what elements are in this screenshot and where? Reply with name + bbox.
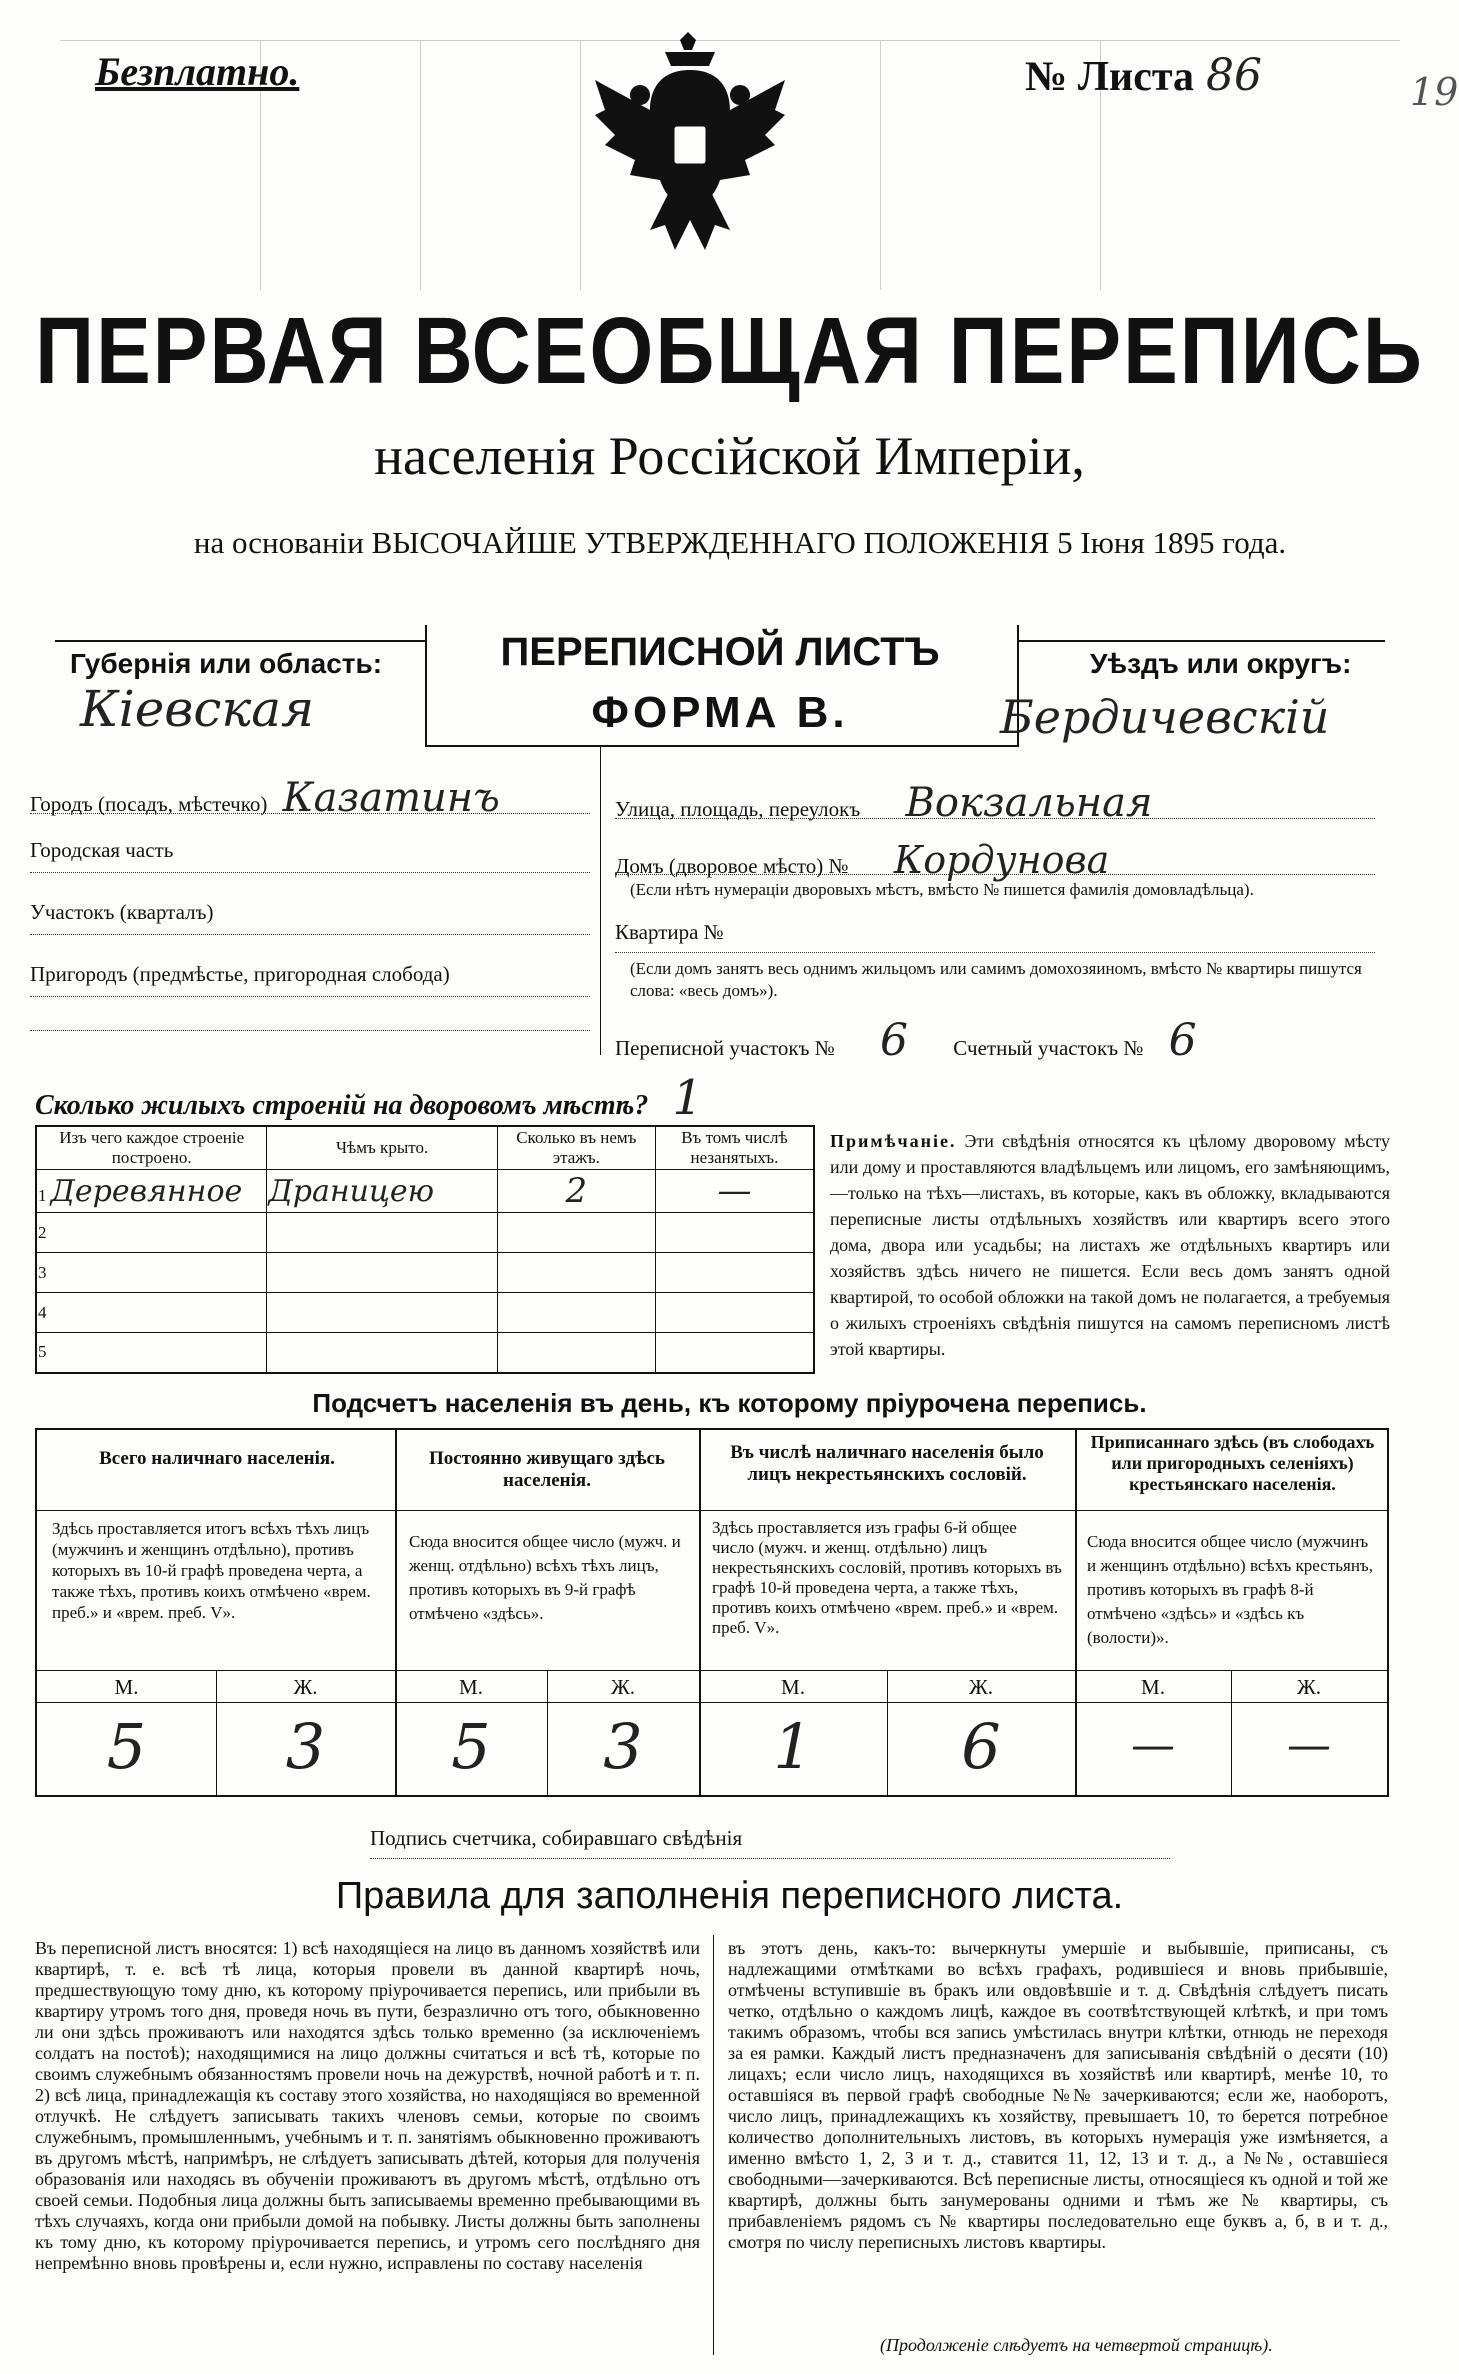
sheet-number-label: № Листа (1025, 54, 1194, 100)
floors-cell[interactable]: 2 (497, 1170, 655, 1213)
population-title: Подсчетъ населенія въ день, къ которому пріурочена перепись. (312, 1388, 1147, 1418)
buildings-header-floors: Сколько въ немъ этажъ. (497, 1126, 655, 1170)
pop-col2-head: Постоянно живущаго здѣсь населенія. (429, 1448, 665, 1491)
table-row (36, 1333, 814, 1373)
town-part-field[interactable] (30, 838, 590, 873)
apartment-label: Квартира № (615, 920, 724, 944)
pop-col2-f-label: Ж. (610, 1675, 636, 1699)
material-cell[interactable]: 3 (36, 1253, 267, 1293)
apartment-note: (Если домъ занятъ весь однимъ жильцомъ или самимъ домохозяиномъ, вмѣсто № квартиры пишутся слова: «весь домъ»). (630, 959, 1362, 1000)
sheet-number (1025, 50, 1262, 101)
buildings-question (35, 1070, 703, 1126)
buildings-header-roof: Чѣмъ крыто. (267, 1126, 497, 1170)
census-subtitle: населенія Россійской Имперіи, (374, 426, 1085, 486)
pop-col3-desc: Здѣсь проставляется изъ графы 6-й общее число (мужч. и женщ. отдѣльно) лицъ некрестьянскихъ сословій, противъ которыхъ въ графѣ 10-й проведена черта, а также тѣхъ, противъ коихъ отмѣчено «врем. преб.» и «врем. преб. V». (712, 1518, 1062, 1637)
section-label: Участокъ (кварталъ) (30, 900, 214, 924)
town-value: Казатинъ (282, 775, 500, 821)
rules-right-column: въ этотъ день, какъ-то: вычеркнуты умершіе и выбывшіе, приписаны, съ надлежащими отмѣтками во всѣхъ графахъ, родившіеся и вновь прибывшіе, отмѣчены вступившіе въ бракъ или овдовѣвшіе и т. д. Свѣдѣнія слѣдуетъ писать четко, отдѣльно о каждомъ лицѣ, каждое въ соотвѣтствующей клѣткѣ, и при томъ такимъ образомъ, чтобы вся запись умѣстилась внутри клѣтки, отнюдь не переходя за ея рамки. Каждый листъ предназначенъ для записыванія свѣдѣній о десяти (10) лицахъ; если число лицъ, находящихся въ хозяйствѣ или квартирѣ, менѣе 10, то оставшіяся въ первой графѣ свободные №№ зачеркиваются; если же, наоборотъ, число лицъ, принадлежащихъ къ хозяйству, превышаетъ 10, то берется потребное количество дополнительныхъ листовъ, въ которыхъ нумерація уже измѣняется, а именно вмѣсто 1, 2, 3 и т. д., ставится 11, 12, 13 и т. д., а №№, оставшіеся свободными—зачеркиваются. Всѣ переписные листы, относящіеся къ одной и той же квартирѣ, должны быть занумерованы одними и тѣмъ же № квартиры, съ прибавленіемъ рядомъ съ № квартиры последовательно еще буквъ а, б, в и т. д., смотря по числу переписныхъ листовъ квартиры. (728, 1938, 1388, 2252)
suburb-label: Пригородъ (предмѣстье, пригородная слобода) (30, 962, 450, 986)
free-label: Безплатно. (95, 49, 300, 94)
roof-cell[interactable] (267, 1253, 497, 1293)
roof-cell[interactable] (267, 1333, 497, 1373)
material-cell[interactable]: 2 (36, 1213, 267, 1253)
rules-title: Правила для заполненія переписного листа. (335, 1875, 1124, 1917)
buildings-table (35, 1125, 815, 1374)
table-row (36, 1253, 814, 1293)
town-label: Городъ (посадъ, мѣстечко) (30, 792, 268, 816)
sheet-number-value: 86 (1205, 50, 1262, 101)
street-field[interactable] (615, 780, 1375, 826)
vacant-cell[interactable]: — (655, 1170, 814, 1213)
province-value: Кіевская (80, 680, 315, 738)
pop-col1-f-label: Ж. (293, 1675, 318, 1699)
pop-col1-head: Всего наличнаго населенія. (99, 1448, 335, 1469)
province-label: Губернія или область: (70, 648, 383, 679)
house-label: Домъ (дворовое мѣсто) № (615, 854, 849, 878)
census-area-label: Переписной участокъ № (615, 1036, 835, 1060)
material-cell[interactable]: 5 (36, 1333, 267, 1373)
signature-label: Подпись счетчика, собиравшаго свѣдѣнія (370, 1826, 743, 1850)
roof-cell[interactable]: Драницею (267, 1170, 497, 1213)
suburb-field[interactable] (30, 962, 590, 997)
signature-line[interactable] (370, 1826, 1170, 1859)
count-area-value: 6 (1168, 1015, 1197, 1066)
pop-col4-m-value[interactable]: — (1131, 1720, 1175, 1771)
street-label: Улица, площадь, переулокъ (615, 797, 861, 821)
pop-col3-head: Въ числѣ наличнаго населенія было лицъ некрестьянскихъ сословій. (730, 1442, 1044, 1485)
street-value: Вокзальная (905, 780, 1153, 826)
pop-col1-m-value[interactable]: 5 (106, 1710, 147, 1783)
house-field[interactable] (615, 838, 1375, 882)
pop-col1-m-label: М. (114, 1675, 139, 1699)
house-value: Кордунова (893, 838, 1110, 882)
house-note: (Если нѣтъ нумераціи дворовыхъ мѣстъ, вмѣсто № пишется фамилія домовладѣльца). (630, 880, 1254, 899)
pop-col4-m-label: М. (1141, 1675, 1165, 1699)
vacant-cell[interactable] (655, 1213, 814, 1253)
pop-col3-f-label: Ж. (968, 1675, 994, 1699)
rules-continued: (Продолженіе слѣдуетъ на четвертой страницѣ). (880, 2335, 1273, 2355)
material-cell[interactable]: 4 (36, 1293, 267, 1333)
corner-mark: 19 (1410, 70, 1459, 114)
buildings-header-material: Изъ чего каждое строеніе построено. (36, 1126, 267, 1170)
pop-col3-m-label: М. (781, 1675, 805, 1699)
rules-left-column: Въ переписной листъ вносятся: 1) всѣ находящіеся на лицо въ данномъ хозяйствѣ или квартирѣ, т. е. всѣ тѣ лица, которыя провели въ данной квартирѣ ночь, предшествующую тому дню, къ которому пріурочивается перепись, или прибыли въ квартиру утромъ того дня, проведя ночь въ пути, безразлично отъ того, обыкновенно ли они здѣсь проживаютъ или находятся здѣсь только временно (за исключеніемъ солдатъ на постоѣ); находящимися на лицо должны считаться и всѣ тѣ, которые по своимъ служебнымъ обязанностямъ провели ночь на дежурствѣ, ночной работѣ и т. п. 2) всѣ лица, принадлежащія къ составу этого хозяйства, но находящіяся во временной отлучкѣ. Не слѣдуетъ записывать такихъ членовъ семьи, которые по своимъ служебнымъ, промышленнымъ, учебнымъ и т. п. занятіямъ обыкновенно проживаютъ въ другомъ мѣстѣ, напримѣръ, не слѣдуетъ записывать дѣтей, которыя для полученія образованія или находясь въ обученіи проживаютъ въ другомъ мѣстѣ, отдѣльно отъ своей семьи. Подобныя лица должны быть записываемы временно пребывающими въ тѣхъ случаяхъ, когда они прибыли домой на побывку. Листы должны быть заполнены къ тому дню, къ которому пріурочивается перепись, и утромъ сего послѣдняго дня непремѣнно вновь провѣрены и, если нужно, исправлены по составу населенія (35, 1938, 700, 2273)
buildings-answer: 1 (672, 1070, 703, 1126)
apartment-field[interactable] (615, 920, 1375, 953)
buildings-note (830, 1128, 1390, 1362)
pop-col2-m-value[interactable]: 5 (451, 1710, 491, 1783)
table-row (36, 1170, 814, 1213)
town-part-label: Городская часть (30, 838, 174, 862)
form-label: ФОРМА В. (591, 688, 849, 737)
note-title: Примѣчаніе. (830, 1131, 957, 1151)
pop-col4-head: Приписаннаго здѣсь (въ слободахъ или пригородныхъ селеніяхъ) крестьянскаго населенія. (1090, 1432, 1375, 1494)
location-divider (600, 745, 601, 1055)
town-field[interactable] (30, 775, 590, 821)
pop-col4-f-label: Ж. (1296, 1675, 1322, 1699)
note-text: Эти свѣдѣнія относятся къ цѣлому дворовому мѣсту или дому и проставляются владѣльцемъ или лицомъ, его замѣняющимъ,—только на тѣхъ—листахъ, въ которые, какъ въ обложку, вкладываются переписные листы отдѣльныхъ хозяйствъ или квартиръ всего этого дома, двора или усадьбы; на листахъ же отдѣльныхъ квартиръ или хозяйствъ здѣсь ничего не пишется. Если весь домъ занятъ одной квартирой, то особой обложки на такой домъ не полагается, а требуемыя о жилыхъ строеніяхъ свѣдѣнія пишутся на самомъ переписномъ листѣ этой квартиры. (830, 1131, 1390, 1359)
roof-cell[interactable] (267, 1213, 497, 1253)
sheet-title: ПЕРЕПИСНОЙ ЛИСТЪ (500, 630, 940, 674)
imperial-eagle-emblem (585, 30, 795, 260)
floors-cell[interactable] (497, 1293, 655, 1333)
pop-col3-f-value[interactable]: 6 (961, 1710, 1001, 1783)
floors-cell[interactable] (497, 1333, 655, 1373)
population-table (35, 1428, 1389, 1797)
district-label: Уѣздъ или округъ: (1090, 648, 1352, 679)
district-value: Бердичевскій (1000, 690, 1330, 744)
pop-col2-desc: Сюда вносится общее число (мужч. и женщ. отдѣльно) всѣхъ тѣхъ лицъ, противъ которыхъ въ 9-й графѣ отмѣчено «здѣсь». (409, 1532, 681, 1623)
census-area-field[interactable] (615, 1015, 1375, 1066)
table-row (36, 1213, 814, 1253)
material-cell[interactable]: 1 Деревянное (36, 1170, 267, 1213)
count-area-label: Счетный участокъ № (953, 1036, 1144, 1060)
vacant-cell[interactable] (655, 1253, 814, 1293)
census-area-value: 6 (880, 1015, 909, 1066)
table-row (36, 1293, 814, 1333)
pop-col2-m-label: М. (459, 1675, 483, 1699)
census-title: ПЕРВАЯ ВСЕОБЩАЯ ПЕРЕПИСЬ (35, 299, 1424, 404)
pop-col4-f-value[interactable]: — (1287, 1720, 1331, 1771)
buildings-question-text: Сколько жилыхъ строеній на дворовомъ мѣстѣ? (35, 1090, 649, 1121)
floors-cell[interactable] (497, 1213, 655, 1253)
vacant-cell[interactable] (655, 1293, 814, 1333)
rules-divider (713, 1935, 714, 2355)
pop-col2-f-value[interactable]: 3 (603, 1710, 643, 1783)
pop-col1-desc: Здѣсь проставляется итогъ всѣхъ тѣхъ лицъ (мужчинъ и женщинъ отдѣльно), противъ которыхъ въ 10-й графѣ проведена черта, а также тѣхъ, противъ коихъ отмѣчено «врем. преб.» и «врем. преб. V». (52, 1519, 371, 1622)
pop-col1-f-value[interactable]: 3 (285, 1710, 326, 1783)
section-field[interactable] (30, 900, 590, 935)
floors-cell[interactable] (497, 1253, 655, 1293)
buildings-header-vacant: Въ томъ числѣ незанятыхъ. (655, 1126, 814, 1170)
suburb-field-extra (30, 1000, 590, 1031)
pop-col3-m-value[interactable]: 1 (773, 1710, 813, 1783)
vacant-cell[interactable] (655, 1333, 814, 1373)
roof-cell[interactable] (267, 1293, 497, 1333)
census-basis: на основаніи ВЫСОЧАЙШЕ УТВЕРЖДЕННАГО ПОЛОЖЕНІЯ 5 Іюня 1895 года. (193, 525, 1287, 560)
pop-col4-desc: Сюда вносится общее число (мужчинъ и женщинъ отдѣльно) всѣхъ крестьянъ, противъ которыхъ въ графѣ 8-й отмѣчено «здѣсь» и «здѣсь къ (волости)». (1087, 1532, 1373, 1647)
